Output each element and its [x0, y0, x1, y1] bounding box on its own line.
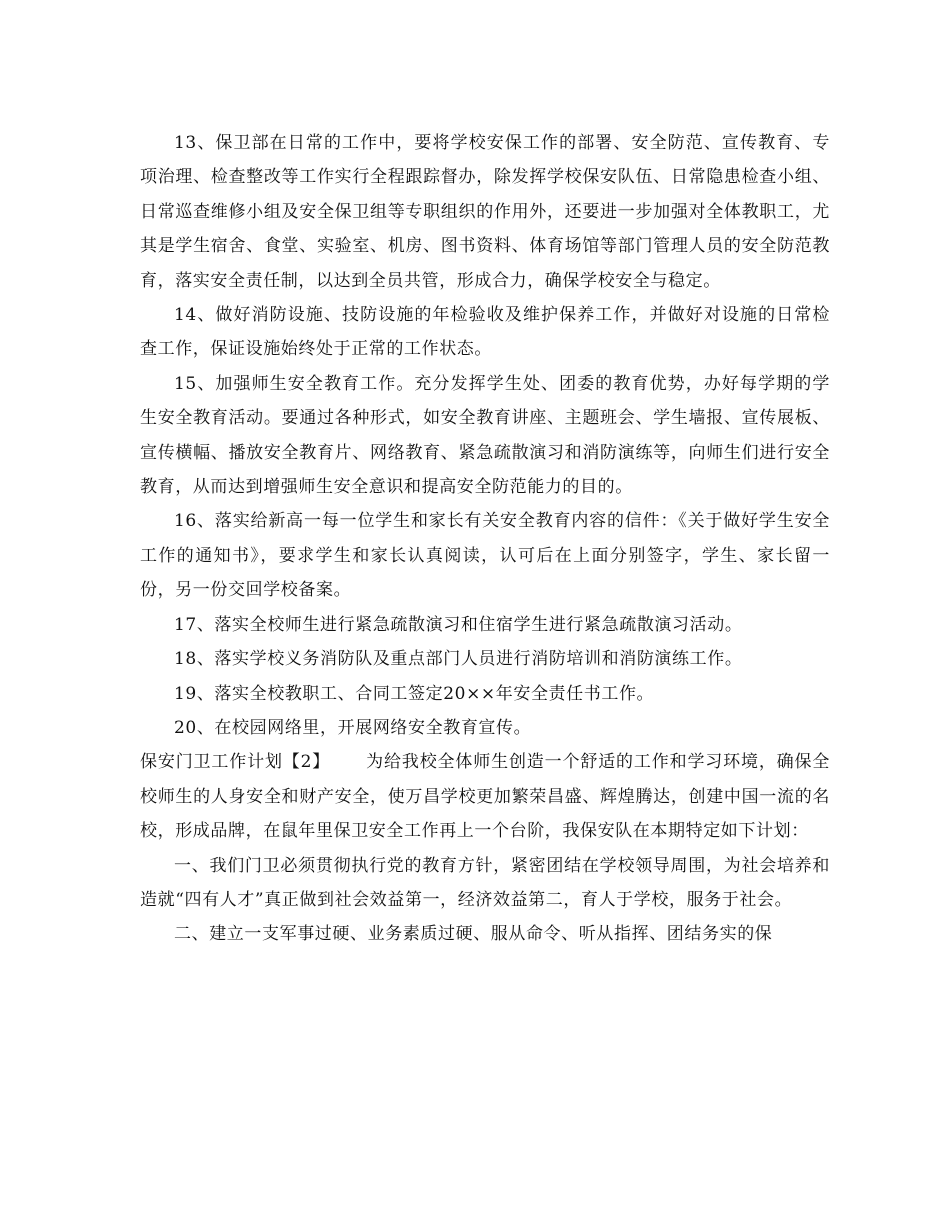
section-intro-text: 为给我校全体师生创造一个舒适的工作和学习环境，确保全校师生的人身安全和财产安全，使万昌学校更加繁荣昌盛、辉煌腾达，创建中国一流的名校，形成品牌，在鼠年里保卫安全工作再上一个台阶，我保安队在本期特定如下计划： — [140, 752, 830, 842]
paragraph-15: 15、加强师生安全教育工作。充分发挥学生处、团委的教育优势，办好每学期的学生安全教育活动。要通过各种形式，如安全教育讲座、主题班会、学生墙报、宣传展板、宣传横幅、播放安全教育片、网络教育、紧急疏散演习和消防演练等，向师生们进行安全教育，从而达到增强师生安全意识和提高安全防范能力的目的。 — [140, 373, 830, 498]
plan-item-2: 二、建立一支军事过硬、业务素质过硬、服从命令、听从指挥、团结务实的保 — [174, 924, 773, 945]
paragraph-19: 19、落实全校教职工、合同工签定20××年安全责任书工作。 — [174, 683, 655, 704]
plan-item-1: 一、我们门卫必须贯彻执行党的教育方针，紧密团结在学校领导周围，为社会培养和造就“四有人才”真正做到社会效益第一，经济效益第二，育人于学校，服务于社会。 — [140, 855, 830, 910]
paragraph-18: 18、落实学校义务消防队及重点部门人员进行消防培训和消防演练工作。 — [174, 649, 743, 670]
section-intro-paragraph — [140, 745, 830, 848]
paragraph-17: 17、落实全校师生进行紧急疏散演习和住宿学生进行紧急疏散演习活动。 — [174, 614, 743, 635]
paragraph-14: 14、做好消防设施、技防设施的年检验收及维护保养工作，并做好对设施的日常检查工作，保证设施始终处于正常的工作状态。 — [140, 305, 830, 360]
section-title: 保安门卫工作计划【2】 — [140, 752, 331, 773]
paragraph-16: 16、落实给新高一每一位学生和家长有关安全教育内容的信件：《关于做好学生安全工作的通知书》，要求学生和家长认真阅读，认可后在上面分别签字，学生、家长留一份，另一份交回学校备案。 — [140, 511, 830, 601]
paragraph-20: 20、在校园网络里，开展网络安全教育宣传。 — [174, 717, 532, 738]
paragraph-13: 13、保卫部在日常的工作中，要将学校安保工作的部署、安全防范、宣传教育、专项治理、检查整改等工作实行全程跟踪督办，除发挥学校保安队伍、日常隐患检查小组、日常巡查维修小组及安全保卫组等专职组织的作用外，还要进一步加强对全体教职工，尤其是学生宿舍、食堂、实验室、机房、图书资料、体育场馆等部门管理人员的安全防范教育，落实安全责任制，以达到全员共管，形成合力，确保学校安全与稳定。 — [140, 133, 830, 291]
